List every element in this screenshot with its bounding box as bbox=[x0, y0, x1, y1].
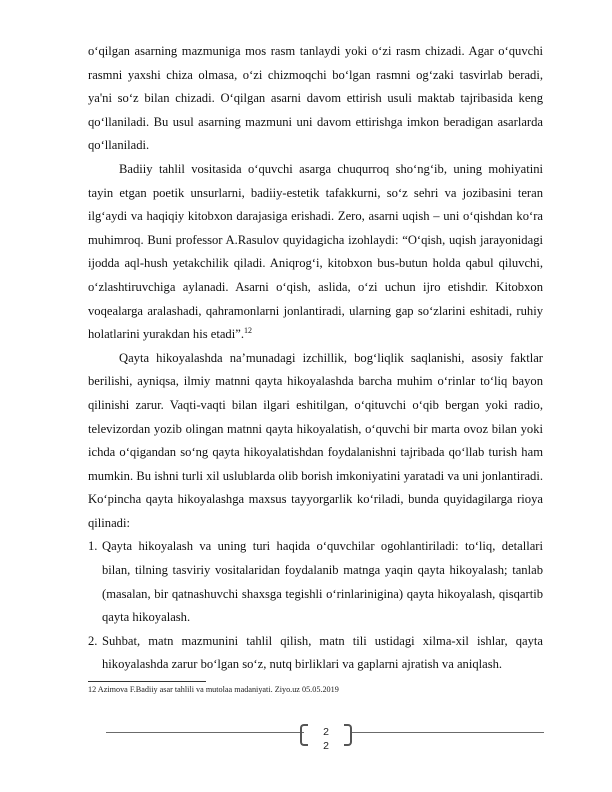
page-number: 2 bbox=[323, 726, 329, 738]
list-item-text: Qayta hikoyalash va uning turi haqida o‘quvchilar ogohlantiriladi: to‘liq, detallari bilan, tilning tasviriy vositalaridan foydalanib matnga yaqin qayta hikoyalash; tanlab (masalan, bir qatnashuvchi shaxsga tegishli o‘rinlarinigina) qayta hikoyalash, qisqartib qayta hikoyalash. bbox=[102, 539, 543, 625]
page-number: 2 bbox=[323, 740, 329, 752]
list-item-text: Suhbat, matn mazmunini tahlil qilish, matn tili ustidagi xilma-xil ishlar, qayta hikoyalashda zarur bo‘lgan so‘z, nutq birliklari va gaplarni ajratish va aniqlash. bbox=[102, 633, 543, 672]
footnote-reference[interactable]: 12 bbox=[243, 326, 252, 336]
footnote-divider bbox=[88, 681, 206, 682]
list-item-number: 2. bbox=[88, 633, 98, 648]
page-footer bbox=[0, 722, 612, 782]
footer-rule-right bbox=[352, 732, 544, 733]
numbered-list bbox=[88, 535, 543, 677]
document-page bbox=[88, 40, 543, 695]
page-number-bracket-right bbox=[344, 724, 352, 746]
paragraph-2 bbox=[88, 158, 543, 347]
paragraph-1: o‘qilgan asarning mazmuniga mos rasm tanlaydi yoki o‘zi rasm chizadi. Agar o‘quvchi rasmni yaxshi chiza olmasa, o‘zi chizmoqchi bo‘lgan rasmni og‘zaki tasvirlab beradi, ya'ni so‘z bilan chizadi. O‘qilgan asarni davom ettirish usuli maktab tajribasida keng qo‘llaniladi. Bu usul asarning mazmuni uni davom ettirishga imkon beradigan asarlarda qo‘llaniladi. bbox=[88, 44, 543, 153]
footnote: 12 Azimova F.Badiiy asar tahlili va mutolaa madaniyati. Ziyo.uz 05.05.2019 bbox=[88, 685, 339, 695]
list-item bbox=[88, 630, 543, 677]
footer-rule-left bbox=[106, 732, 304, 733]
list-item-number: 1. bbox=[88, 539, 98, 554]
paragraph-2-text: Badiiy tahlil vositasida o‘quvchi asarga chuqurroq sho‘ng‘ib, uning mohiyatini tayin etgan poetik unsurlarni, badiiy-estetik tafakkurni, so‘z sehri va jozibasini teran ilg‘aydi va haqiqiy kitobxon darajasiga erishadi. Zero, asarni uqish – uni o‘qishdan ko‘ra muhimroq. Buni professor A.Rasulov quyidagicha izohlaydi: “O‘qish, uqish jarayonidagi ijodda aql-hush yetakchilik qiladi. Aniqrog‘i, kitobxon bus-butun holda qabul qiluvchi, o‘zlashtiruvchiga aylanadi. Asarni o‘qish, aslida, o‘zi uchun ijro etishdir. Kitobxon voqealarga aralashadi, qahramonlarni jonlantiradi, ularning gap so‘zlarini eshitadi, ruhiy holatlarini yurakdan his etadi”. bbox=[88, 161, 543, 342]
list-item bbox=[88, 535, 543, 629]
paragraph-3: Qayta hikoyalashda na’munadagi izchillik, bog‘liqlik saqlanishi, asosiy faktlar berilishi, ayniqsa, ilmiy matnni qayta hikoyalashda barcha muhim o‘rinlar to‘liq bayon qilinishi zarur. Vaqti-vaqti bilan ilgari eshitilgan, o‘qituvchi o‘qib bergan yoki radio, televizordan yozib olingan matnni qayta hikoyalatish, o‘quvchi bir marta ovoz bilan yoki ichda o‘qigandan so‘ng qayta hikoyalatishdan foydalanishni tajribada qo‘llab turish ham mumkin. Bu ishni turli xil uslublarda olib borish imkoniyatini yaratadi va uni jonlantiradi. Ko‘pincha qayta hikoyalashga maxsus tayyorgarlik ko‘riladi, bunda quyidagilarga rioya qilinadi: bbox=[88, 350, 543, 530]
